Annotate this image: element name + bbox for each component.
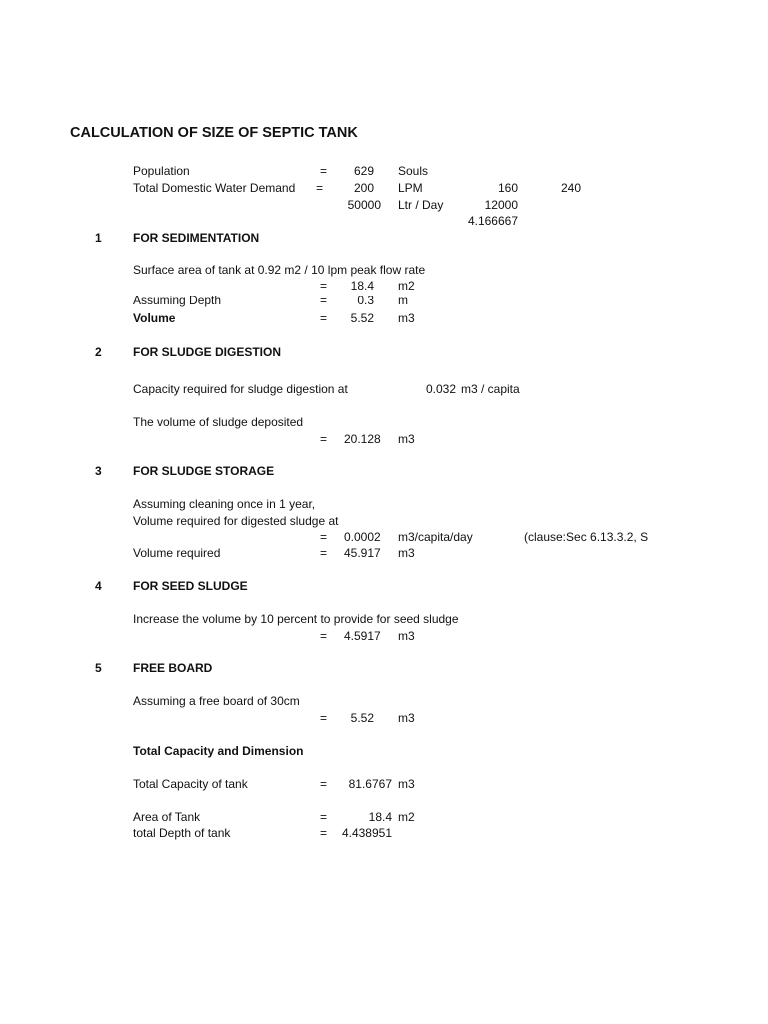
equals-sign: = [320, 777, 328, 791]
digested-sludge-text: Volume required for digested sludge at [133, 514, 339, 528]
sludge-value: 20.128 [344, 432, 381, 446]
equals-sign: = [320, 311, 328, 325]
total-capacity-unit: m3 [398, 777, 415, 791]
section-number: 2 [95, 345, 102, 359]
sludge-text: The volume of sludge deposited [133, 415, 304, 429]
daily-value: 50000 [347, 198, 381, 212]
daily-extra: 12000 [484, 198, 518, 212]
section-heading: FOR SEED SLUDGE [133, 579, 248, 593]
population-label: Population [133, 164, 190, 178]
rate-value: 0.0002 [344, 530, 381, 544]
equals-sign: = [320, 546, 328, 560]
equals-sign: = [320, 629, 328, 643]
total-depth-label: total Depth of tank [133, 826, 231, 840]
demand-extra-2: 240 [561, 181, 582, 195]
total-capacity-value: 81.6767 [348, 777, 392, 791]
seed-sludge-value: 4.5917 [344, 629, 381, 643]
demand-value: 200 [353, 181, 374, 195]
section-number: 5 [95, 661, 102, 675]
capacity-unit: m3 / capita [461, 382, 520, 396]
demand-extra-1: 160 [497, 181, 518, 195]
capacity-value: 0.032 [425, 382, 456, 396]
section-heading: FOR SEDIMENTATION [133, 231, 260, 245]
equals-sign: = [320, 164, 328, 178]
section-number: 4 [95, 579, 102, 593]
total-heading: Total Capacity and Dimension [133, 744, 304, 758]
volume-label: Volume [133, 311, 176, 325]
sludge-unit: m3 [398, 432, 415, 446]
section-heading: FOR SLUDGE DIGESTION [133, 345, 282, 359]
equals-sign: = [320, 530, 328, 544]
population-unit: Souls [398, 164, 429, 178]
equals-sign: = [320, 711, 328, 725]
free-board-unit: m3 [398, 711, 415, 725]
demand-unit: LPM [398, 181, 423, 195]
equals-sign: = [320, 810, 328, 824]
equals-sign: = [320, 279, 328, 293]
surface-area-text: Surface area of tank at 0.92 m2 / 10 lpm peak flow rate [133, 263, 426, 277]
volume-required-value: 45.917 [344, 546, 381, 560]
depth-label: Assuming Depth [133, 296, 222, 307]
population-value: 629 [353, 164, 374, 178]
equals-sign: = [320, 826, 328, 840]
seed-sludge-text: Increase the volume by 10 percent to provide for seed sludge [133, 612, 459, 626]
section-heading: FOR SLUDGE STORAGE [133, 464, 275, 478]
clause-reference: (clause:Sec 6.13.3.2, S [524, 530, 648, 544]
area-value: 18.4 [368, 810, 392, 824]
equals-sign: = [320, 296, 328, 307]
cleaning-text: Assuming cleaning once in 1 year, [133, 497, 316, 511]
ratio-value: 4.166667 [467, 214, 518, 228]
volume-required-label: Volume required [133, 546, 221, 560]
section-number: 1 [95, 231, 102, 245]
surface-area-value: 18.4 [350, 279, 374, 293]
area-label: Area of Tank [133, 810, 201, 824]
equals-sign: = [316, 181, 324, 195]
volume-value: 5.52 [350, 311, 374, 325]
free-board-text: Assuming a free board of 30cm [133, 694, 300, 708]
section-heading: FREE BOARD [133, 661, 213, 675]
depth-value: 0.3 [357, 296, 374, 307]
seed-sludge-unit: m3 [398, 629, 415, 643]
volume-required-unit: m3 [398, 546, 415, 560]
free-board-value: 5.52 [350, 711, 374, 725]
surface-area-unit: m2 [398, 279, 415, 293]
volume-unit: m3 [398, 311, 415, 325]
equals-sign: = [320, 432, 328, 446]
daily-unit: Ltr / Day [398, 198, 444, 212]
area-unit: m2 [398, 810, 415, 824]
total-depth-value: 4.438951 [341, 826, 392, 840]
total-capacity-label: Total Capacity of tank [133, 777, 248, 791]
depth-unit: m [398, 296, 408, 307]
page-title: CALCULATION OF SIZE OF SEPTIC TANK [70, 125, 358, 141]
rate-unit: m3/capita/day [398, 530, 473, 544]
capacity-text: Capacity required for sludge digestion at [133, 382, 348, 396]
demand-label: Total Domestic Water Demand [133, 181, 296, 195]
section-number: 3 [95, 464, 102, 478]
